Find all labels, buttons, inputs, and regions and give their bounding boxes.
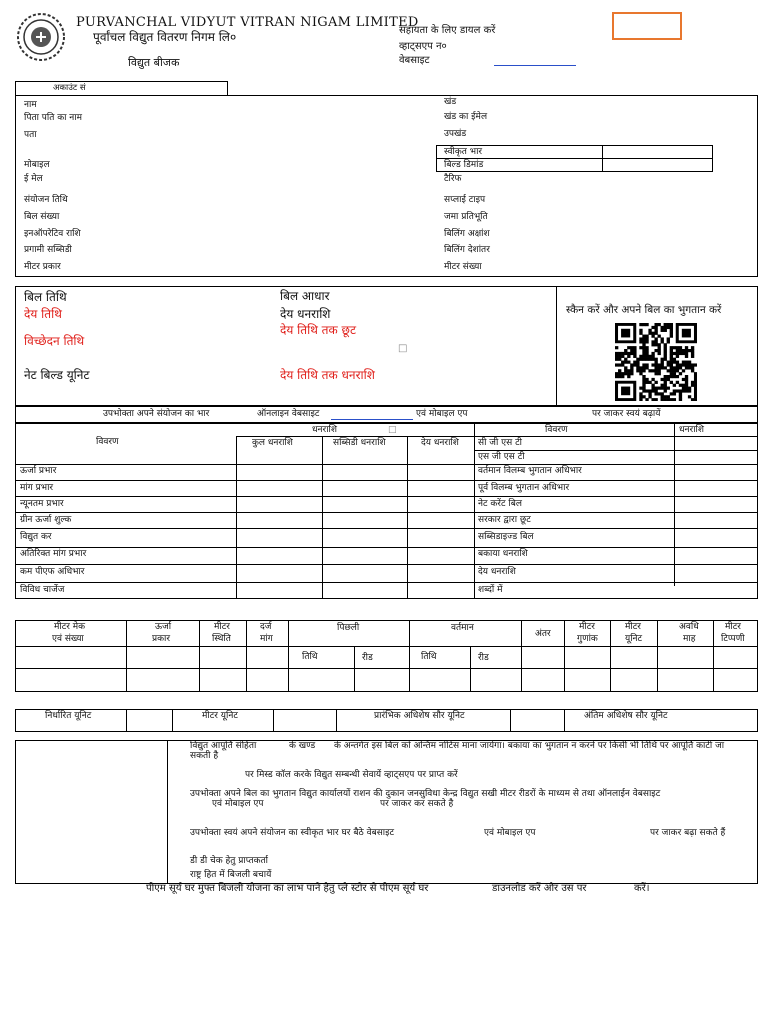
load-notice-part1: उपभोक्ता अपने संयोजन का भार bbox=[103, 409, 210, 419]
website-label: वेबसाइट bbox=[399, 55, 430, 66]
billing-longitude-label: बिलिंग देशांतर bbox=[444, 245, 490, 255]
final-solar-surplus-label: अंतिम अधिशेष सौर यूनिट bbox=[584, 711, 668, 721]
meter-number-label: मीटर संख्या bbox=[444, 262, 482, 272]
energy-charge: ऊर्जा प्रभार bbox=[20, 466, 57, 476]
load-increase-text: उपभोक्ता स्वयं अपने संयोजन का स्वीकृत भार घर बैठे वेबसाइट bbox=[190, 828, 395, 838]
bill-basis-label: बिल आधार bbox=[280, 289, 330, 303]
cgst-label: सी जी एस टी bbox=[478, 438, 522, 448]
pm-surya-ghar-download: डाउनलोड करें और उस पर bbox=[492, 883, 587, 894]
load-increase-text-2: पर जाकर बढ़ा सकते हैं bbox=[650, 828, 726, 838]
meter-remark-header-2: टिप्पणी bbox=[721, 634, 745, 644]
meter-status-header-2: स्थिति bbox=[212, 634, 231, 644]
govt-rebate: सरकार द्वारा छूट bbox=[478, 515, 531, 525]
due-amount-label: देय धनराशि bbox=[280, 307, 331, 321]
subsidized-bill: सब्सिडाइज्ड बिल bbox=[478, 532, 534, 542]
company-name-en: PURVANCHAL VIDYUT VITRAN NIGAM LIMITED bbox=[76, 15, 419, 30]
meter-status-header: मीटर bbox=[214, 622, 230, 632]
low-pf-surcharge: कम पीएफ अधिभार bbox=[20, 567, 85, 577]
save-electricity-text: राष्ट्र हित में बिजली बचायें bbox=[190, 870, 272, 880]
final-notice-text-2: सकती है bbox=[190, 751, 219, 761]
assessed-units-label: निर्धारित यूनिट bbox=[45, 711, 92, 721]
final-notice-text: के अन्तर्गत इस बिल को अन्तिम नोटिस माना जायेगा। बकाया का भुगतान न करने पर किसी भी तिथि पर आपूर्ति काटी जा bbox=[334, 741, 725, 751]
charges-amount-header-right: धनराशि bbox=[679, 425, 704, 435]
demand-charge: मांग प्रभार bbox=[20, 483, 54, 493]
charges-amount-header: धनराशि bbox=[312, 425, 337, 435]
energy-type-header: ऊर्जा bbox=[155, 622, 172, 632]
multiplier-header: मीटर bbox=[579, 622, 595, 632]
current-late-surcharge: वर्तमान विलम्ब भुगतान अधिभार bbox=[478, 466, 582, 476]
period-header-2: माह bbox=[683, 634, 696, 644]
payment-app-text-2: पर जाकर कर सकते है bbox=[380, 799, 454, 809]
supply-code-label: विद्युत आपूर्ति संहिता bbox=[190, 741, 257, 751]
green-energy-fee: ग्रीन ऊर्जा शुल्क bbox=[20, 515, 72, 525]
company-logo bbox=[16, 12, 66, 62]
initial-solar-surplus-label: प्रारंभिक अधिशेष सौर यूनिट bbox=[374, 711, 465, 721]
bill-date-label: बिल तिथि bbox=[24, 290, 67, 304]
meter-make-header-2: एवं संख्या bbox=[52, 634, 84, 644]
division-email-label: खंड का ईमेल bbox=[444, 112, 488, 122]
father-husband-label: पिता पति का नाम bbox=[24, 113, 83, 123]
bill-number-label: बिल संख्या bbox=[24, 212, 60, 222]
amount-by-due-date-label: देय तिथि तक धनराशि bbox=[280, 368, 375, 382]
rebate-label: देय तिथि तक छूट bbox=[280, 323, 357, 337]
dd-cheque-payee: डी डी चेक हेतु प्राप्तकर्ता bbox=[190, 856, 268, 866]
payment-app-text: एवं मोबाइल एप bbox=[212, 799, 264, 809]
meter-unit-header: मीटर bbox=[625, 622, 641, 632]
misc-charges: विविध चार्जेज bbox=[20, 585, 65, 595]
pm-surya-ghar-text: पीएम सूर्य घर मुफ्त बिजली योजना का लाभ पाने हेतु प्ले स्टोर से पीएम सूर्य घर bbox=[146, 883, 429, 894]
recorded-demand-header: दर्ज bbox=[260, 622, 272, 632]
pm-surya-ghar-end: करें। bbox=[634, 883, 650, 894]
billed-demand-label: बिल्ड डिमांड bbox=[444, 160, 484, 170]
name-label: नाम bbox=[24, 100, 37, 110]
previous-read-label: रीड bbox=[362, 653, 373, 663]
supply-code-clause: के खण्ड bbox=[289, 741, 316, 751]
amount-in-words: शब्दों में bbox=[478, 585, 503, 595]
highlight-box bbox=[612, 12, 682, 40]
helpline-label: सहायता के लिए डायल करें bbox=[399, 25, 496, 36]
recorded-demand-header-2: मांग bbox=[260, 634, 273, 644]
account-number-label: अकाउंट सं bbox=[53, 83, 86, 93]
previous-date-label: तिथि bbox=[302, 652, 318, 662]
meter-make-header: मीटर मेक bbox=[54, 622, 86, 632]
minimum-charge: न्यूनतम प्रभार bbox=[20, 499, 64, 509]
checkbox-icon[interactable]: □ bbox=[398, 343, 408, 354]
electricity-tax: विद्युत कर bbox=[20, 532, 52, 542]
footer-notes-box bbox=[15, 740, 758, 884]
subsidy-amount-header: सब्सिडी धनराशि bbox=[333, 438, 386, 448]
charges-detail-header: विवरण bbox=[96, 437, 119, 447]
difference-header: अंतर bbox=[535, 629, 551, 639]
account-details-box bbox=[15, 95, 758, 277]
load-notice-link[interactable] bbox=[331, 419, 413, 420]
payable-amount: देय धनराशि bbox=[478, 567, 516, 577]
load-increase-app: एवं मोबाइल एप bbox=[484, 828, 536, 838]
load-notice-part4: पर जाकर स्वयं बढ़ायें bbox=[592, 409, 661, 419]
inoperative-amount-label: इनऑपरेटिव राशि bbox=[24, 229, 81, 239]
payment-qr-code[interactable] bbox=[615, 323, 697, 401]
total-amount-header: कुल धनराशि bbox=[252, 438, 293, 448]
tariff-label: टैरिफ bbox=[444, 174, 462, 184]
division-label: खंड bbox=[444, 97, 457, 107]
multiplier-header-2: गुणांक bbox=[577, 634, 598, 644]
arrears-amount: बकाया धनराशि bbox=[478, 549, 528, 559]
disconnection-date-label: विच्छेदन तिथि bbox=[24, 334, 85, 348]
payable-amount-header: देय धनराशि bbox=[421, 438, 459, 448]
website-link-underline[interactable] bbox=[494, 65, 576, 66]
previous-late-surcharge: पूर्व विलम्ब भुगतान अधिभार bbox=[478, 483, 570, 493]
meter-remark-header: मीटर bbox=[725, 622, 741, 632]
due-date-label: देय तिथि bbox=[24, 307, 62, 321]
address-label: पता bbox=[24, 130, 37, 140]
progressive-subsidy-label: प्रगामी सब्सिडी bbox=[24, 245, 72, 255]
net-billed-units-label: नेट बिल्ड यूनिट bbox=[24, 368, 90, 382]
missed-call-text: पर मिस्ड कॉल करके विद्युत सम्बन्धी सेवायें व्हाट्सएप पर प्राप्त करें bbox=[245, 770, 458, 780]
current-date-label: तिथि bbox=[421, 652, 437, 662]
charges-detail-header-right: विवरण bbox=[545, 425, 568, 435]
solar-meter-units-label: मीटर यूनिट bbox=[202, 711, 238, 721]
sanctioned-load-label: स्वीकृत भार bbox=[444, 147, 483, 157]
period-header: अवधि bbox=[679, 622, 699, 632]
scan-to-pay-label: स्कैन करें और अपने बिल का भुगतान करें bbox=[566, 304, 722, 316]
whatsapp-label: व्हाट्सएप न० bbox=[399, 41, 447, 52]
bill-title: विद्युत बीजक bbox=[128, 56, 180, 69]
payment-channels-text: उपभोक्ता अपने बिल का भुगतान विद्युत कार्यालयों राशन की दुकान जनसुविधा केन्द्र विद्युत सखी मीटर रीडरों के माध्यम से तथा ऑनलाईन वेबसाइट bbox=[190, 789, 661, 799]
load-notice-app: एवं मोबाइल एप bbox=[416, 409, 468, 419]
energy-type-header-2: प्रकार bbox=[152, 634, 171, 644]
meter-type-label: मीटर प्रकार bbox=[24, 262, 61, 272]
account-number-box bbox=[15, 81, 228, 96]
previous-reading-header: पिछली bbox=[337, 623, 360, 633]
checkbox-icon-small[interactable]: □ bbox=[388, 425, 397, 435]
additional-demand-charge: अतिरिक्त मांग प्रभार bbox=[20, 549, 87, 559]
load-notice-website: ऑनलाइन वेबसाइट bbox=[257, 409, 320, 419]
net-current-bill: नेट करेंट बिल bbox=[478, 499, 522, 509]
billing-latitude-label: बिलिंग अक्षांश bbox=[444, 229, 490, 239]
sgst-label: एस जी एस टी bbox=[478, 452, 525, 462]
current-reading-header: वर्तमान bbox=[451, 623, 474, 633]
email-label: ई मेल bbox=[24, 174, 43, 184]
current-read-label: रीड bbox=[478, 653, 489, 663]
subdivision-label: उपखंड bbox=[444, 129, 467, 139]
supply-type-label: सप्लाई टाइप bbox=[444, 195, 486, 205]
security-deposit-label: जमा प्रतिभूति bbox=[444, 212, 488, 222]
meter-unit-header-2: यूनिट bbox=[625, 634, 643, 644]
mobile-label: मोबाइल bbox=[24, 160, 50, 170]
company-name-hi: पूर्वांचल विद्युत वितरण निगम लि० bbox=[93, 30, 237, 44]
connection-date-label: संयोजन तिथि bbox=[24, 195, 68, 205]
